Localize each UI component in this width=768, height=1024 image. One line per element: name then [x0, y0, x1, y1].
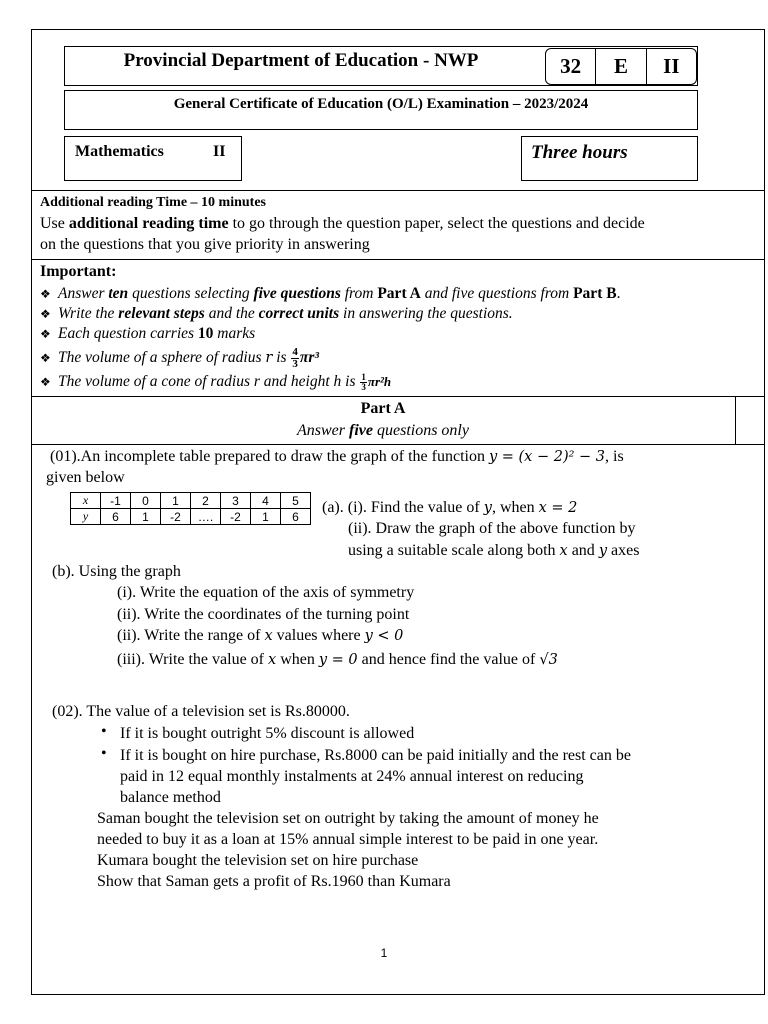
table-cell: 3	[221, 493, 251, 509]
table-cell: -2	[221, 509, 251, 525]
q1-value-table	[70, 492, 311, 525]
table-cell: 5	[281, 493, 311, 509]
diamond-bullet-icon: ❖	[40, 351, 51, 365]
diamond-bullet-icon: ❖	[40, 327, 51, 341]
paper-code-box	[545, 48, 697, 85]
q1-stem-line2: given below	[46, 469, 125, 486]
divider-part-a	[31, 396, 765, 397]
table-cell: 1	[131, 509, 161, 525]
paper-code-medium: E	[596, 49, 646, 84]
q1-b-i: (i). Write the equation of the axis of symmetry	[117, 584, 415, 601]
important-item-5: ❖ The volume of a cone of radius r and height h is $\frac{1}{3}$ πr²h	[40, 371, 392, 392]
table-header-x: x	[71, 493, 101, 509]
q1-b: (b). Using the graph	[52, 563, 181, 580]
bullet-dot-icon: •	[101, 723, 107, 740]
table-cell: 0	[131, 493, 161, 509]
reading-time-heading: Additional reading Time – 10 minutes	[40, 195, 266, 210]
q2-para-line4: Show that Saman gets a profit of Rs.1960 than Kumara	[97, 873, 451, 890]
q2-bullet-1: If it is bought outright 5% discount is allowed	[120, 725, 415, 742]
table-cell: 1	[161, 493, 191, 509]
part-a-title: Part A	[360, 400, 406, 417]
reading-instruction-line2: on the questions that you give priority in answering	[40, 236, 370, 253]
paper-code-number: 32	[546, 49, 596, 84]
q1-a-ii-line2: using a suitable scale along both x and y axes	[348, 542, 640, 559]
paper-number: II	[213, 143, 226, 160]
table-row-y	[71, 509, 311, 525]
diamond-bullet-icon: ❖	[40, 307, 51, 321]
table-cell: 6	[101, 509, 131, 525]
important-heading: Important:	[40, 263, 117, 280]
q1-stem-line1: (01).An incomplete table prepared to draw the graph of the function y = (x − 2)² − 3, is	[50, 448, 624, 465]
divider-top-reading	[31, 190, 765, 191]
q2-para-line3: Kumara bought the television set on hire purchase	[97, 852, 419, 869]
subject-name: Mathematics	[75, 143, 164, 160]
bullet-dot-icon: •	[101, 745, 107, 762]
q2-para-line2: needed to buy it as a loan at 15% annual simple interest to be paid in one year.	[97, 831, 599, 848]
fraction-four-thirds: $\frac{4}{3}$	[292, 345, 298, 370]
page-number: 1	[380, 946, 388, 960]
part-a-right-border	[735, 396, 736, 444]
q1-b-iv: (iii). Write the value of x when y = 0 and hence find the value of √3	[117, 651, 558, 668]
reading-instruction-line1: Use additional reading time to go through the question paper, select the questions and decide	[40, 215, 645, 232]
q1-b-ii: (ii). Write the coordinates of the turning point	[117, 606, 410, 623]
q2-bullet-2-line3: balance method	[120, 789, 221, 806]
table-row-x	[71, 493, 311, 509]
diamond-bullet-icon: ❖	[40, 287, 51, 301]
q2-stem: (02). The value of a television set is Rs.80000.	[52, 703, 350, 720]
important-item-3: ❖ Each question carries 10 marks	[40, 325, 256, 342]
q1-a-ii-line1: (ii). Draw the graph of the above function by	[348, 520, 636, 537]
important-item-1: ❖ Answer ten questions selecting five questions from Part A and five questions from Part B.	[40, 285, 621, 302]
diamond-bullet-icon: ❖	[40, 375, 51, 389]
table-cell: 6	[281, 509, 311, 525]
fraction-one-third: $\frac{1}{3}$	[361, 371, 366, 392]
important-item-4: ❖ The volume of a sphere of radius r is $\frac{4}{3}$ πr³	[40, 344, 319, 372]
q2-bullet-2-line1: If it is bought on hire purchase, Rs.8000 can be paid initially and the rest can be	[120, 747, 631, 764]
q2-bullet-2-line2: paid in 12 equal monthly instalments at 24% annual interest on reducing	[120, 768, 584, 785]
department-title: Provincial Department of Education - NWP	[123, 50, 479, 71]
q1-a-i: (a). (i). Find the value of y, when x = 2	[322, 499, 578, 516]
table-cell: 2	[191, 493, 221, 509]
divider-important	[31, 259, 765, 260]
q1-b-iii: (ii). Write the range of x values where y < 0	[117, 627, 404, 644]
paper-code-part: II	[663, 54, 680, 78]
q2-para-line1: Saman bought the television set on outright by taking the amount of money he	[97, 810, 599, 827]
important-item-2: ❖ Write the relevant steps and the correct units in answering the questions.	[40, 305, 513, 322]
table-cell: 4	[251, 493, 281, 509]
exam-title: General Certificate of Education (O/L) Examination – 2023/2024	[173, 96, 589, 112]
table-cell: -1	[101, 493, 131, 509]
part-a-instruction: Answer five questions only	[297, 422, 469, 439]
table-cell: ….	[191, 509, 221, 525]
table-cell: 1	[251, 509, 281, 525]
table-header-y: y	[71, 509, 101, 525]
duration: Three hours	[531, 142, 628, 163]
table-cell: -2	[161, 509, 191, 525]
divider-part-a-bottom	[31, 444, 765, 445]
